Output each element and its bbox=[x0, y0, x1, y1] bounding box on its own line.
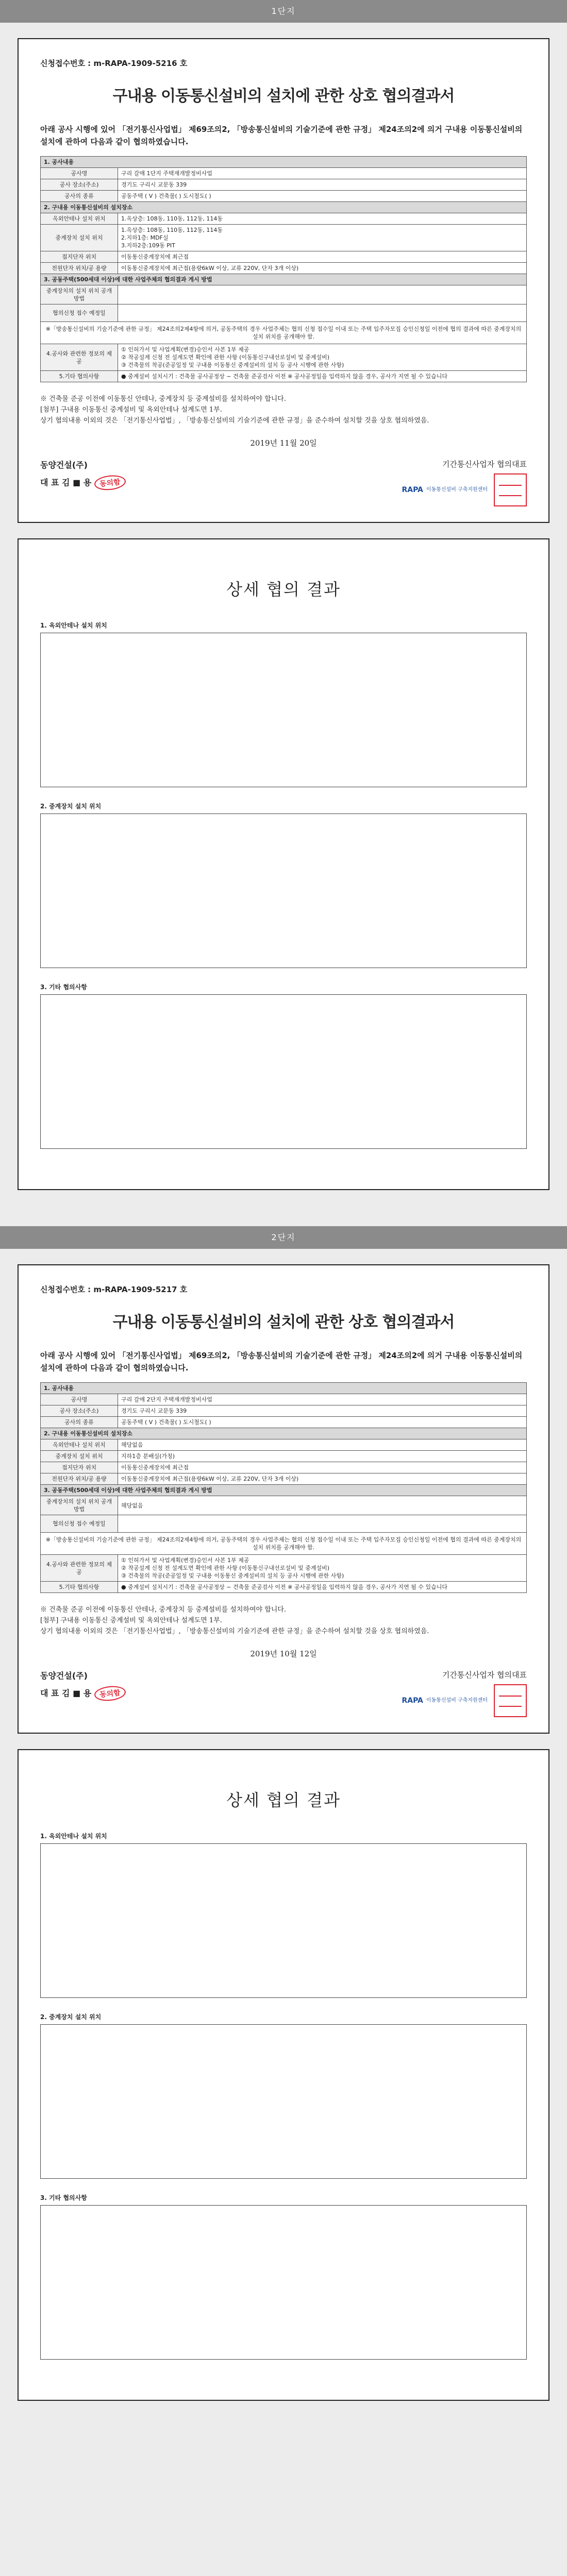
other-result-box bbox=[40, 2205, 527, 2360]
row-label: 공사의 종류 bbox=[41, 191, 118, 202]
info-provision: ① 인허가서 및 사업계획(변경)승인서 사본 1부 제공 ② 착공설계 신청 전 설계도면 확인에 관한 사항 (이동통신구내선로설비 및 중계설비) ③ 건축물의 착공(준공일정 및 구내용 이동통신 중계설비의 설치 등 공사 시행에 관한 사항) bbox=[118, 1555, 527, 1582]
rapa-logo: RAPA bbox=[402, 486, 423, 494]
row-label: 전원단자 위치/공 용량 bbox=[41, 1473, 118, 1485]
row-label: 5.기타 협의사항 bbox=[41, 371, 118, 382]
sheet-title: 구내용 이동통신설비의 설치에 관한 상호 협의결과서 bbox=[112, 1313, 455, 1331]
section-header: 2단지 bbox=[0, 1226, 567, 1249]
box-label: 2. 중계장치 설치 위치 bbox=[40, 803, 102, 810]
result-sheet bbox=[18, 538, 549, 1190]
agency-label: 기간통신사업자 협의대표 bbox=[442, 1670, 527, 1680]
sheet-title: 구내용 이동통신설비의 설치에 관한 상호 협의결과서 bbox=[112, 87, 455, 105]
box-label: 3. 기타 협의사항 bbox=[40, 984, 87, 991]
box-label: 1. 옥외안테나 설치 위치 bbox=[40, 1833, 107, 1840]
remark-3: 상기 협의내용 이외의 것은 「전기통신사업법」, 「방송통신설비의 기술기준에 관한 규정」을 준수하여 설치할 것을 상호 협의하였음. bbox=[40, 417, 429, 425]
power-location: 이동통신중계장치에 최근접(용량6kW 이상, 교류 220V, 단자 3개 이상) bbox=[118, 263, 527, 274]
other-agreements: ● 중계설비 설치시기 : 건축물 공사공정상 ~ 건축물 준공검사 이전 ※ 공사공정일을 입력하지 않을 경우, 공사가 지연 될 수 있습니다 bbox=[118, 1582, 527, 1593]
official-stamp-icon bbox=[494, 473, 527, 506]
info-provision: ① 인허가서 및 사업계획(변경)승인서 사본 1부 제공 ② 착공설계 신청 전 설계도면 확인에 관한 사항 (이동통신구내선로설비 및 중계설비) ③ 건축물의 착공(준공일정 및 구내용 이동통신 중계설비의 설치 등 공사 시행에 관한 사항) bbox=[118, 344, 527, 371]
rapa-logo: RAPA bbox=[402, 1697, 423, 1705]
row-label: 전원단자 위치/공 용량 bbox=[41, 263, 118, 274]
center-name: 이동통신설비 구축지원센터 bbox=[426, 487, 488, 493]
power-location: 이동통신중계장치에 최근접(용량6kW 이상, 교류 220V, 단자 3개 이상) bbox=[118, 1473, 527, 1485]
remark-1: ※ 건축물 준공 이전에 이동통신 안테나, 중계장치 등 중계설비를 설치하여야 합니다. bbox=[40, 395, 287, 403]
representative: 대 표 김 ■ 용 동의함 bbox=[40, 1686, 126, 1701]
box-label: 1. 옥외안테나 설치 위치 bbox=[40, 622, 107, 629]
row-label: 옥외안테나 설치 위치 bbox=[41, 213, 118, 225]
remark-2: [첨부] 구내용 이동통신 중계설비 및 옥외안테나 설계도면 1부. bbox=[40, 1617, 222, 1624]
row-label: 옥외안테나 설치 위치 bbox=[41, 1439, 118, 1451]
row-label: 5.기타 협의사항 bbox=[41, 1582, 118, 1593]
request-number: 신청접수번호 : m-RAPA-1909-5217 호 bbox=[40, 1285, 188, 1294]
antenna-result-box bbox=[40, 633, 527, 787]
antenna-result-box bbox=[40, 1843, 527, 1998]
row-label: 중계장치 설치 위치 bbox=[41, 225, 118, 251]
signature-row bbox=[40, 459, 527, 506]
agreement-sheet bbox=[18, 1264, 549, 1734]
company-name: 동양건설(주) bbox=[40, 460, 88, 470]
table-section-3: 3. 공동주택(500세대 이상)에 대한 사업주체의 협의결과 게시 방법 bbox=[41, 1485, 527, 1496]
row-label: 협의신청 접수 예정일 bbox=[41, 1515, 118, 1533]
row-label: 공사명 bbox=[41, 1394, 118, 1405]
row-label: 공사 장소(주소) bbox=[41, 179, 118, 191]
regulation-note: ※「방송통신설비의 기술기준에 관한 규정」 제24조의2제4항에 의거, 공동주택의 경우 사업주체는 협의 신청 접수일 이내 또는 주택 입주자모집 승인신청일 이전에 협의 결과에 따른 중계장치의 설치 위치를 공개해야 함. bbox=[41, 1533, 527, 1555]
intro-text: 아래 공사 시행에 있어 「전기통신사업법」 제69조의2, 「방송통신설비의 기술기준에 관한 규정」 제24조의2에 의거 구내용 이동통신설비의 설치에 관하여 다음과 같이 협의하였습니다. bbox=[40, 125, 523, 146]
result-sheet bbox=[18, 1749, 549, 2401]
other-agreements: ● 중계설비 설치시기 : 건축물 공사공정상 ~ 건축물 준공검사 이전 ※ 공사공정일을 입력하지 않을 경우, 공사가 지연 될 수 있습니다 bbox=[118, 371, 527, 382]
row-label: 4.공사와 관련한 정보의 제공 bbox=[41, 344, 118, 371]
project-name: 구리 갈매 1단지 주택재개발정비사업 bbox=[118, 168, 527, 179]
box-label: 3. 기타 협의사항 bbox=[40, 2194, 87, 2201]
signature-row bbox=[40, 1669, 527, 1717]
center-name: 이동통신설비 구축지원센터 bbox=[426, 1698, 488, 1703]
official-stamp-icon bbox=[494, 1684, 527, 1717]
remarks bbox=[40, 394, 527, 426]
agreement-table bbox=[40, 156, 527, 382]
row-label: 공사명 bbox=[41, 168, 118, 179]
planned-date bbox=[118, 1515, 527, 1533]
sheet-date: 2019년 10월 12일 bbox=[250, 1649, 317, 1658]
post-method: 해당없음 bbox=[118, 1496, 527, 1515]
table-section-2: 2. 구내용 이동통신설비의 설치장소 bbox=[41, 202, 527, 213]
row-label: 협의신청 접수 예정일 bbox=[41, 304, 118, 322]
box-label: 2. 중계장치 설치 위치 bbox=[40, 2013, 102, 2021]
representative: 대 표 김 ■ 용 동의함 bbox=[40, 476, 126, 490]
result-title: 상세 협의 결과 bbox=[226, 1790, 341, 1810]
row-label: 공사 장소(주소) bbox=[41, 1405, 118, 1417]
project-type: 공동주택 ( V ) 건축물( ) 도시철도( ) bbox=[118, 191, 527, 202]
table-section-3: 3. 공동주택(500세대 이상)에 대한 사업주체의 협의결과 게시 방법 bbox=[41, 274, 527, 285]
intro-text: 아래 공사 시행에 있어 「전기통신사업법」 제69조의2, 「방송통신설비의 기술기준에 관한 규정」 제24조의2에 의거 구내용 이동통신설비의 설치에 관하여 다음과 같이 협의하였습니다. bbox=[40, 1351, 523, 1372]
seal-stamp: 동의함 bbox=[94, 1685, 126, 1702]
company-name: 동양건설(주) bbox=[40, 1671, 88, 1681]
result-title: 상세 협의 결과 bbox=[226, 580, 341, 599]
project-type: 공동주택 ( V ) 건축물( ) 도시철도( ) bbox=[118, 1417, 527, 1428]
remarks bbox=[40, 1604, 527, 1637]
other-result-box bbox=[40, 994, 527, 1149]
remark-2: [첨부] 구내용 이동통신 중계설비 및 옥외안테나 설계도면 1부. bbox=[40, 406, 222, 414]
relay-location: 지하1층 분배실(가칭) bbox=[118, 1451, 527, 1462]
planned-date bbox=[118, 304, 527, 322]
row-label: 접지단자 위치 bbox=[41, 1462, 118, 1473]
antenna-location: 해당없음 bbox=[118, 1439, 527, 1451]
post-method bbox=[118, 285, 527, 304]
row-label: 중계장치의 설치 위치 공개방법 bbox=[41, 285, 118, 304]
regulation-note: ※「방송통신설비의 기술기준에 관한 규정」 제24조의2제4항에 의거, 공동주택의 경우 사업주체는 협의 신청 접수일 이내 또는 주택 입주자모집 승인신청일 이전에 협의 결과에 따른 중계장치의 설치 위치를 공개해야 함. bbox=[41, 322, 527, 344]
row-label: 접지단자 위치 bbox=[41, 251, 118, 263]
ground-location: 이동통신중계장치에 최근접 bbox=[118, 251, 527, 263]
ground-location: 이동통신중계장치에 최근접 bbox=[118, 1462, 527, 1473]
row-label: 4.공사와 관련한 정보의 제공 bbox=[41, 1555, 118, 1582]
remark-1: ※ 건축물 준공 이전에 이동통신 안테나, 중계장치 등 중계설비를 설치하여야 합니다. bbox=[40, 1606, 287, 1614]
table-section-1: 1. 공사내용 bbox=[41, 157, 527, 168]
table-section-2: 2. 구내용 이동통신설비의 설치장소 bbox=[41, 1428, 527, 1439]
project-site: 경기도 구리시 교문동 339 bbox=[118, 179, 527, 191]
relay-location: 1.옥상층: 108동, 110동, 112동, 114동 2.지하1층: MDF실 3.지하2층:109동 PIT bbox=[118, 225, 527, 251]
row-label: 중계장치 설치 위치 bbox=[41, 1451, 118, 1462]
request-number: 신청접수번호 : m-RAPA-1909-5216 호 bbox=[40, 59, 188, 68]
sheet-date: 2019년 11월 20일 bbox=[250, 438, 317, 448]
relay-result-box bbox=[40, 2024, 527, 2179]
remark-3: 상기 협의내용 이외의 것은 「전기통신사업법」, 「방송통신설비의 기술기준에 관한 규정」을 준수하여 설치할 것을 상호 협의하였음. bbox=[40, 1628, 429, 1635]
antenna-location: 1.옥상층: 108동, 110동, 112동, 114동 bbox=[118, 213, 527, 225]
row-label: 중계장치의 설치 위치 공개방법 bbox=[41, 1496, 118, 1515]
agreement-sheet bbox=[18, 38, 549, 523]
agency-label: 기간통신사업자 협의대표 bbox=[442, 460, 527, 469]
table-section-1: 1. 공사내용 bbox=[41, 1383, 527, 1394]
project-name: 구리 갈매 2단지 주택재개발정비사업 bbox=[118, 1394, 527, 1405]
relay-result-box bbox=[40, 814, 527, 968]
agreement-table bbox=[40, 1382, 527, 1593]
section-header: 1단지 bbox=[0, 0, 567, 23]
row-label: 공사의 종류 bbox=[41, 1417, 118, 1428]
seal-stamp: 동의함 bbox=[94, 474, 126, 492]
project-site: 경기도 구리시 교문동 339 bbox=[118, 1405, 527, 1417]
